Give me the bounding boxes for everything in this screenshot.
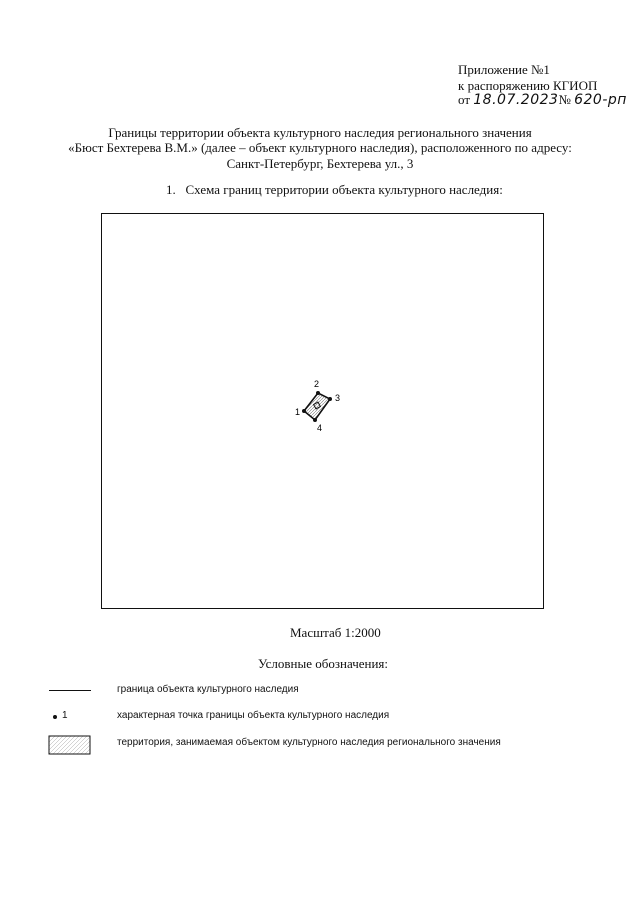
- title-line-1: Границы территории объекта культурного наследия регионального значения: [108, 125, 532, 140]
- boundary-point-2: [316, 391, 320, 395]
- number-sign: №: [558, 92, 571, 107]
- legend-hatch-symbol: [48, 735, 92, 755]
- handwritten-number: 620-рп: [574, 92, 627, 108]
- legend-item-point: характерная точка границы объекта культурного наследия: [117, 710, 390, 721]
- point-label-3: 3: [335, 393, 341, 403]
- title-line-3: Санкт-Петербург, Бехтерева ул., 3: [226, 156, 414, 171]
- boundary-point-4: [313, 418, 317, 422]
- boundary-polygon: [304, 393, 330, 420]
- order-date-line: [458, 92, 627, 108]
- boundary-point-1: [302, 409, 306, 413]
- point-label-1: 1: [295, 407, 301, 417]
- point-label-4: 4: [317, 423, 323, 433]
- order-reference: к распоряжению КГИОП: [458, 78, 598, 93]
- legend-line-symbol: [49, 690, 91, 691]
- legend-item-boundary: граница объекта культурного наследия: [117, 684, 299, 695]
- legend-point-label: 1: [62, 710, 68, 721]
- boundary-point-3: [328, 397, 332, 401]
- map-scale: Масштаб 1:2000: [290, 625, 381, 640]
- legend-item-territory: территория, занимаемая объектом культурного наследия регионального значения: [117, 737, 501, 748]
- section-heading: [166, 182, 503, 198]
- from-prefix: от: [458, 92, 471, 107]
- section-title: Схема границ территории объекта культурного наследия:: [185, 182, 503, 197]
- legend-heading: Условные обозначения:: [258, 656, 389, 671]
- title-line-2: «Бюст Бехтерева В.М.» (далее – объект культурного наследия), расположенного по адресу:: [68, 140, 572, 155]
- appendix-title: Приложение №1: [458, 62, 550, 77]
- handwritten-date: 18.07.2023: [473, 92, 559, 108]
- section-number: 1.: [166, 182, 176, 197]
- heritage-boundary-map: [285, 370, 355, 440]
- point-label-2: 2: [314, 379, 320, 389]
- legend-point-symbol: [53, 715, 57, 719]
